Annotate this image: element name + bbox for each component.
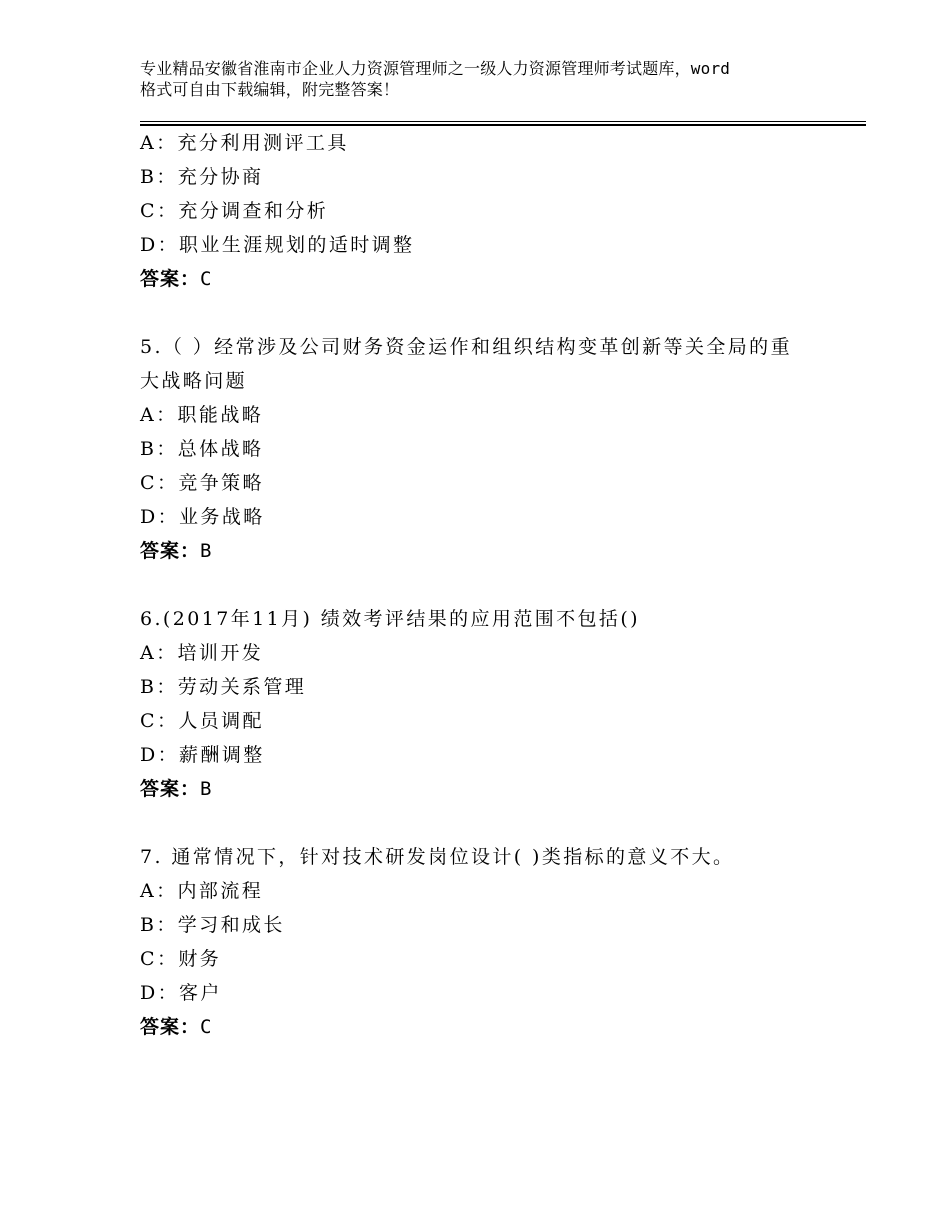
- option-b: B：总体战略: [140, 438, 264, 460]
- answer: [140, 262, 840, 296]
- option-c: C：人员调配: [140, 710, 264, 732]
- question-list: [140, 126, 840, 1044]
- answer: [140, 1010, 840, 1044]
- answer-label: 答案：: [140, 1016, 201, 1038]
- option-b: B：学习和成长: [140, 914, 285, 936]
- option-d: D：业务战略: [140, 506, 265, 528]
- answer-value: B: [200, 778, 213, 800]
- answer-label: 答案：: [140, 778, 201, 800]
- option-c: C：竞争策略: [140, 472, 264, 494]
- header-line-2: 格式可自由下载编辑，附完整答案！: [140, 80, 400, 99]
- question-4: [140, 126, 840, 296]
- answer: [140, 534, 840, 568]
- option-b: B：劳动关系管理: [140, 676, 307, 698]
- question-stem: 7. 通常情况下，针对技术研发岗位设计( )类指标的意义不大。: [140, 846, 735, 868]
- option-d: D：薪酬调整: [140, 744, 265, 766]
- answer-value: B: [200, 540, 213, 562]
- question-stem-continued: 大战略问题: [140, 370, 248, 392]
- option-d: D：职业生涯规划的适时调整: [140, 234, 415, 256]
- option-c: C：充分调查和分析: [140, 200, 329, 222]
- document-header: [140, 58, 840, 100]
- option-a: A：充分利用测评工具: [140, 132, 349, 154]
- header-rule-thin: [140, 121, 866, 122]
- answer: [140, 772, 840, 806]
- option-d: D：客户: [140, 982, 222, 1004]
- option-a: A：职能战略: [140, 404, 264, 426]
- option-a: A：培训开发: [140, 642, 264, 664]
- question-5: [140, 330, 840, 568]
- header-line-1: 专业精品安徽省淮南市企业人力资源管理师之一级人力资源管理师考试题库，word: [140, 59, 731, 78]
- answer-label: 答案：: [140, 268, 201, 290]
- question-7: [140, 840, 840, 1044]
- answer-value: C: [200, 268, 213, 290]
- option-b: B：充分协商: [140, 166, 264, 188]
- answer-value: C: [200, 1016, 213, 1038]
- answer-label: 答案：: [140, 540, 201, 562]
- option-a: A：内部流程: [140, 880, 264, 902]
- option-c: C：财务: [140, 948, 222, 970]
- question-stem: 5.（ ）经常涉及公司财务资金运作和组织结构变革创新等关全局的重: [140, 336, 792, 358]
- question-stem: 6.(2017年11月) 绩效考评结果的应用范围不包括(): [140, 608, 640, 630]
- question-6: [140, 602, 840, 806]
